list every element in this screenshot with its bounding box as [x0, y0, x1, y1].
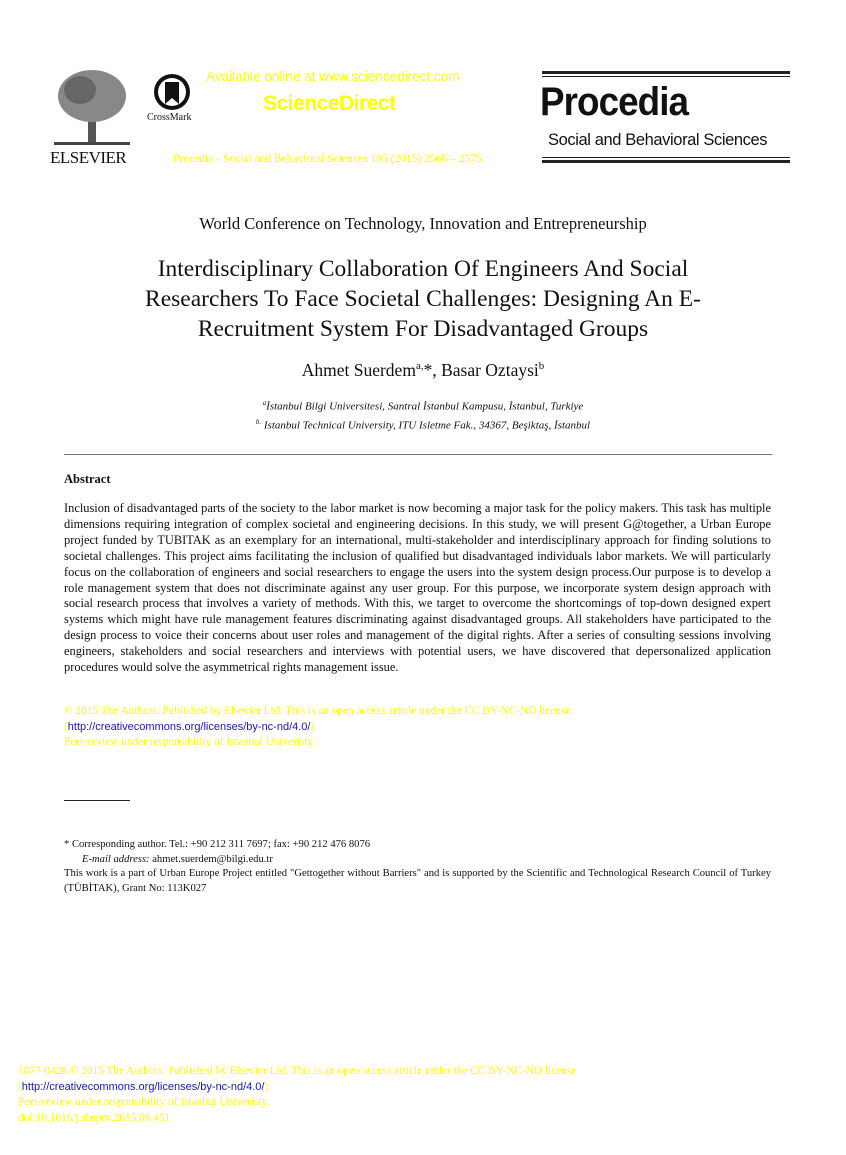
license-link[interactable]: http://creativecommons.org/licenses/by-nc-nd/4.0/: [21, 1080, 265, 1093]
issn-license-text: 1877-0428 © 2015 The Authors. Published by Elsevier Ltd. This is an open access article under the CC BY-NC-ND license: [18, 1065, 577, 1077]
crossmark-icon: [150, 72, 194, 112]
funding-note: This work is a part of Urban Europe Project entitled "Gettogether without Barriers" and is supported by the Scientific and Technological Research Council of Turkey (TÜBİTAK), Grant No: 113K027: [64, 868, 771, 894]
author-affiliation-mark: a,: [415, 360, 424, 373]
crossmark-label: CrossMark: [147, 112, 192, 123]
title-line: Researchers To Face Societal Challenges: Designing An E-: [145, 286, 701, 312]
peer-review-text: Peer-review under responsibility of Istanbul Univeristy.: [64, 736, 316, 748]
peer-review-text: Peer-review under responsibility of Istanbul Univeristy.: [18, 1096, 270, 1108]
journal-subtitle: Social and Behavioral Sciences: [548, 131, 768, 149]
paren: (: [18, 1080, 22, 1093]
title-line: Interdisciplinary Collaboration Of Engineers And Social: [157, 256, 689, 282]
paren: (: [64, 720, 68, 733]
journal-citation: Procedia - Social and Behavioral Sciences 195 (2015) 2566 – 2575: [173, 153, 482, 165]
footnote-rule: [64, 800, 130, 801]
doi[interactable]: doi:10.1016/j.sbspro.2015.06.451: [18, 1111, 171, 1124]
authors: [0, 360, 846, 381]
paren: ).: [310, 720, 318, 733]
procedia-logo: Procedia: [540, 80, 689, 124]
author-name: Ahmet Suerdem: [301, 360, 416, 380]
affiliations: [0, 396, 846, 433]
available-online: Available online at www.sciencedirect.com: [206, 69, 460, 84]
divider: [64, 454, 772, 455]
license-text: © 2015 The Authors. Published by Elsevier Ltd. This is an open access article under the CC BY-NC-ND license: [64, 705, 571, 717]
affiliation-text: Istanbul Technical University, ITU Isletme Fak., 34367, Beşiktaş, İstanbul: [263, 419, 591, 432]
abstract-text: Inclusion of disadvantaged parts of the society to the labor market is now becoming a major task for the policy makers. This task has multiple dimensions requiring integration of complex societal and engineering decisions. In this study, we will present G@together, a Urban Europe project funded by TUBITAK as an exemplary for an international, multi-stakeholder and interdisciplinary approach for finding solutions to societal challenges. This project aims facilitating the inclusion of qualified but disadvantaged individuals labor markets. We will particularly focus on the collaboration of engineers and social researchers to engage the users into the system design process.Our purpose is to develop a role management system that does not discriminate against any user group. For this purpose, we incorporate system design approach with social research process that involves a variety of methods. With this, we target to overcome the shortcomings of top-down designed expert systems which might have rule management features discriminating against disadvantaged groups. All stakeholders have participated to the design process to voice their concerns about user roles and management of the digital rights. After a series of consulting sessions involving engineers, stakeholders and social researchers and interviews with potential users, we have discovered that depersonalized application procedures would solve the asymmetrical rights management issue.: [64, 501, 771, 675]
elsevier-tree-logo: [50, 68, 134, 148]
license-link[interactable]: http://creativecommons.org/licenses/by-nc-nd/4.0/: [67, 720, 311, 733]
email[interactable]: ahmet.suerdem@bilgi.edu.tr: [149, 853, 273, 865]
license-block: [64, 704, 570, 751]
sciencedirect-logo: ScienceDirect: [263, 92, 396, 115]
author-name: Basar Oztaysi: [441, 360, 539, 380]
title-line: Recruitment System For Disadvantaged Groups: [197, 316, 649, 342]
affiliation-text: İstanbul Bilgi Universitesi, Santral İstanbul Kampusu, İstanbul, Turkiye: [266, 400, 584, 413]
affiliation: [0, 396, 846, 415]
email-label: E-mail address:: [82, 853, 150, 865]
affiliation-mark: a: [262, 399, 267, 407]
corresponding-author: * Corresponding author. Tel.: +90 212 311 7697; fax: +90 212 476 8076: [64, 839, 371, 850]
paper-title: [0, 254, 846, 344]
paren: ).: [264, 1080, 272, 1093]
affiliation: [0, 415, 846, 434]
author-separator: ,: [432, 360, 442, 380]
abstract-heading: Abstract: [64, 472, 111, 486]
affiliation-mark: b.: [255, 417, 262, 426]
elsevier-wordmark: ELSEVIER: [50, 148, 127, 167]
footnotes: [64, 838, 771, 896]
bottom-license: [18, 1064, 576, 1126]
corresponding-mark: *: [423, 360, 433, 380]
author-affiliation-mark: b: [538, 360, 545, 373]
conference-name: World Conference on Technology, Innovation and Entrepreneurship: [199, 214, 647, 233]
